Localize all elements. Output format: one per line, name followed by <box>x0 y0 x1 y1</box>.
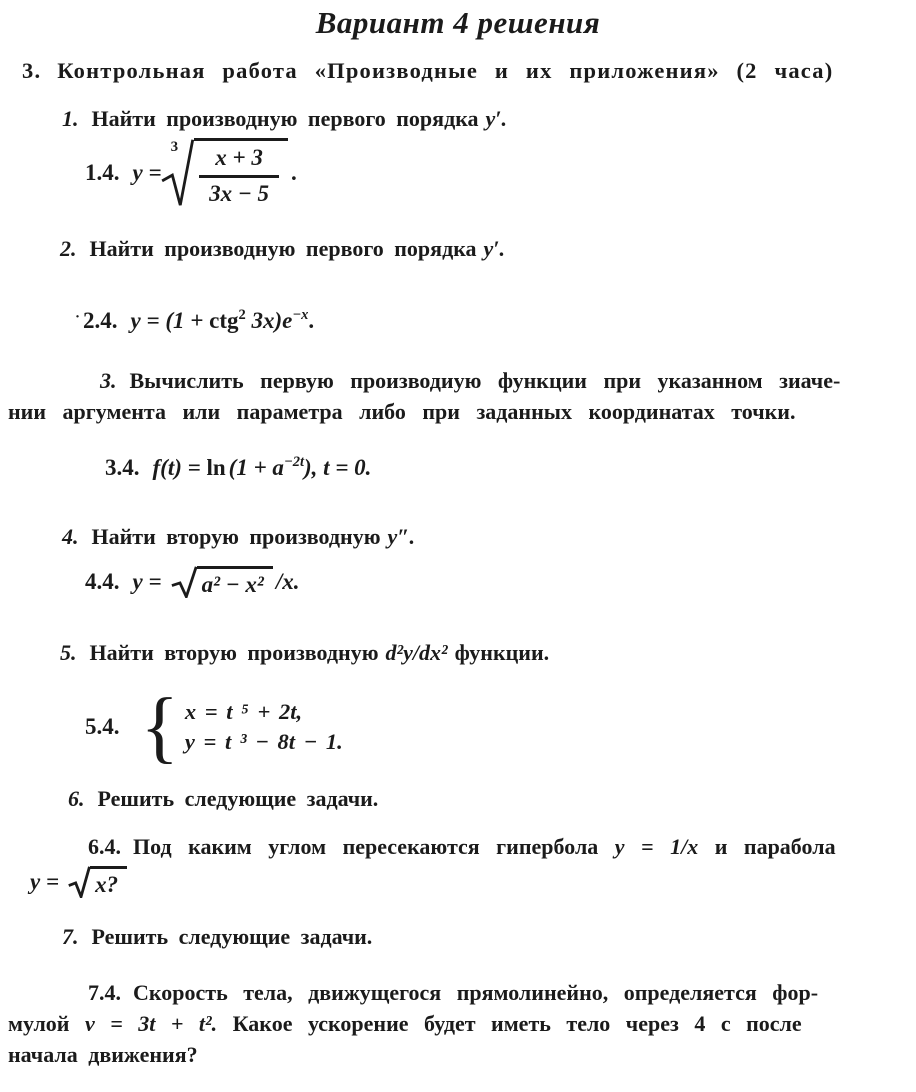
task-7-number: 7. <box>62 924 79 949</box>
hyperbola-equation: y = 1/x <box>614 834 699 859</box>
task-1-math: y′. <box>485 106 507 131</box>
problem-7-4-line-3 <box>8 1042 198 1068</box>
fraction-denominator: 3x − 5 <box>199 175 279 208</box>
formula-2-4-part-b: 3x)e <box>245 308 293 333</box>
problem-6-4-text-a: Под каким углом пересекаются гипербола <box>133 834 615 859</box>
formula-4-4-label: 4.4. <box>85 569 120 594</box>
problem-6-4-text-b: и парабола <box>698 834 836 859</box>
task-1-text: Найти производную первого порядка <box>91 106 479 131</box>
task-1-instruction <box>62 106 507 132</box>
task-5-math: d²y/dx² <box>385 640 448 665</box>
task-4-number: 4. <box>62 524 79 549</box>
velocity-formula: v = 3t + t². <box>84 1011 218 1036</box>
fraction <box>199 144 279 208</box>
formula-4-4-tail: /x. <box>275 569 300 594</box>
stray-dot: · <box>75 309 81 325</box>
formula-2-4-label: 2.4. <box>83 308 118 333</box>
task-3-instruction-line-1 <box>100 368 840 394</box>
problem-6-4-label: 6.4. <box>88 834 121 859</box>
page-title: Вариант 4 решения <box>315 5 601 40</box>
radical-sign-icon <box>68 866 91 898</box>
formula-1-4-period: . <box>291 160 297 185</box>
ctg-function: ctg <box>209 308 239 333</box>
section-heading <box>22 58 833 84</box>
formula-5-4 <box>85 683 343 771</box>
square-root <box>68 866 127 898</box>
a-exponent: −2t <box>283 454 305 470</box>
formula-2-4 <box>75 308 314 334</box>
problem-6-4-line-1 <box>88 834 836 860</box>
task-6-instruction <box>68 786 378 812</box>
formula-3-4-label: 3.4. <box>105 455 140 480</box>
square-root <box>171 566 273 598</box>
task-2-math: y′. <box>483 236 505 261</box>
radicand: x? <box>90 866 127 898</box>
section-heading-text: Контрольная работа «Производные и их приложения» (2 часа) <box>57 58 834 83</box>
section-number: 3. <box>22 58 42 83</box>
task-2-text: Найти производную первого порядка <box>89 236 477 261</box>
formula-4-4 <box>85 566 299 598</box>
radicand: a² − x² <box>197 566 273 598</box>
problem-7-4-label: 7.4. <box>88 980 121 1005</box>
formula-5-4-label: 5.4. <box>85 714 120 740</box>
formula-3-4-part-c: ), t = 0. <box>304 455 372 480</box>
task-3-text-line-2: нии аргумента или параметра либо при заданных координатах точки. <box>8 399 796 424</box>
cube-root <box>171 138 288 208</box>
task-6-text: Решить следующие задачи. <box>97 786 379 811</box>
system-line-1: x = t ⁵ + 2t, <box>184 699 303 725</box>
equation-system <box>185 699 343 755</box>
task-5-text: Найти вторую производную <box>89 640 379 665</box>
task-4-instruction <box>62 524 415 550</box>
fraction-numerator: x + 3 <box>215 145 263 170</box>
problem-7-4-text-2b: Какое ускорение будет иметь тело через 4 с после <box>217 1011 802 1036</box>
formula-3-4-part-a: f(t) = <box>152 455 207 480</box>
radical-sign-icon <box>161 138 195 208</box>
formula-1-4-label: 1.4. <box>85 160 120 185</box>
formula-3-4 <box>105 455 371 481</box>
system-line-2: y = t ³ − 8t − 1. <box>184 729 343 755</box>
task-3-text-line-1: Вычислить первую производиую функции при указанном зиаче- <box>129 368 841 393</box>
problem-7-4-line-1 <box>88 980 818 1006</box>
system-brace-icon: { <box>140 683 179 771</box>
task-2-number: 2. <box>60 236 77 261</box>
parabola-lhs: y = <box>30 869 60 894</box>
task-5-number: 5. <box>60 640 77 665</box>
formula-2-4-part-a: y = (1 + <box>130 308 210 333</box>
task-7-instruction <box>62 924 372 950</box>
task-6-number: 6. <box>68 786 85 811</box>
radical-sign-icon <box>171 566 198 598</box>
formula-1-4 <box>85 138 297 208</box>
task-3-number: 3. <box>100 368 117 393</box>
formula-2-4-period: . <box>308 308 315 333</box>
problem-7-4-text-1: Скорость тела, движущегося прямолинейно, определяется фор- <box>133 980 819 1005</box>
e-exponent: −x <box>292 307 309 323</box>
task-5-text-2: функции. <box>454 640 550 665</box>
problem-6-4-line-2 <box>30 866 127 898</box>
radicand <box>194 138 288 208</box>
task-5-instruction <box>60 640 549 666</box>
task-1-number: 1. <box>62 106 79 131</box>
problem-7-4-text-3: начала движения? <box>8 1042 198 1067</box>
formula-4-4-lhs: y = <box>132 569 162 594</box>
root-index: 3 <box>170 139 179 155</box>
ln-function: ln <box>206 455 226 480</box>
task-7-text: Решить следующие задачи. <box>91 924 373 949</box>
task-3-instruction-line-2 <box>8 399 795 425</box>
task-4-math: y″. <box>387 524 415 549</box>
formula-1-4-lhs: y = <box>132 160 162 185</box>
problem-7-4-line-2 <box>8 1011 802 1037</box>
formula-3-4-part-b: (1 + a <box>228 455 284 480</box>
ctg-exponent: 2 <box>238 307 246 323</box>
problem-7-4-text-2a: мулой <box>8 1011 85 1036</box>
task-2-instruction <box>60 236 505 262</box>
task-4-text: Найти вторую производную <box>91 524 381 549</box>
